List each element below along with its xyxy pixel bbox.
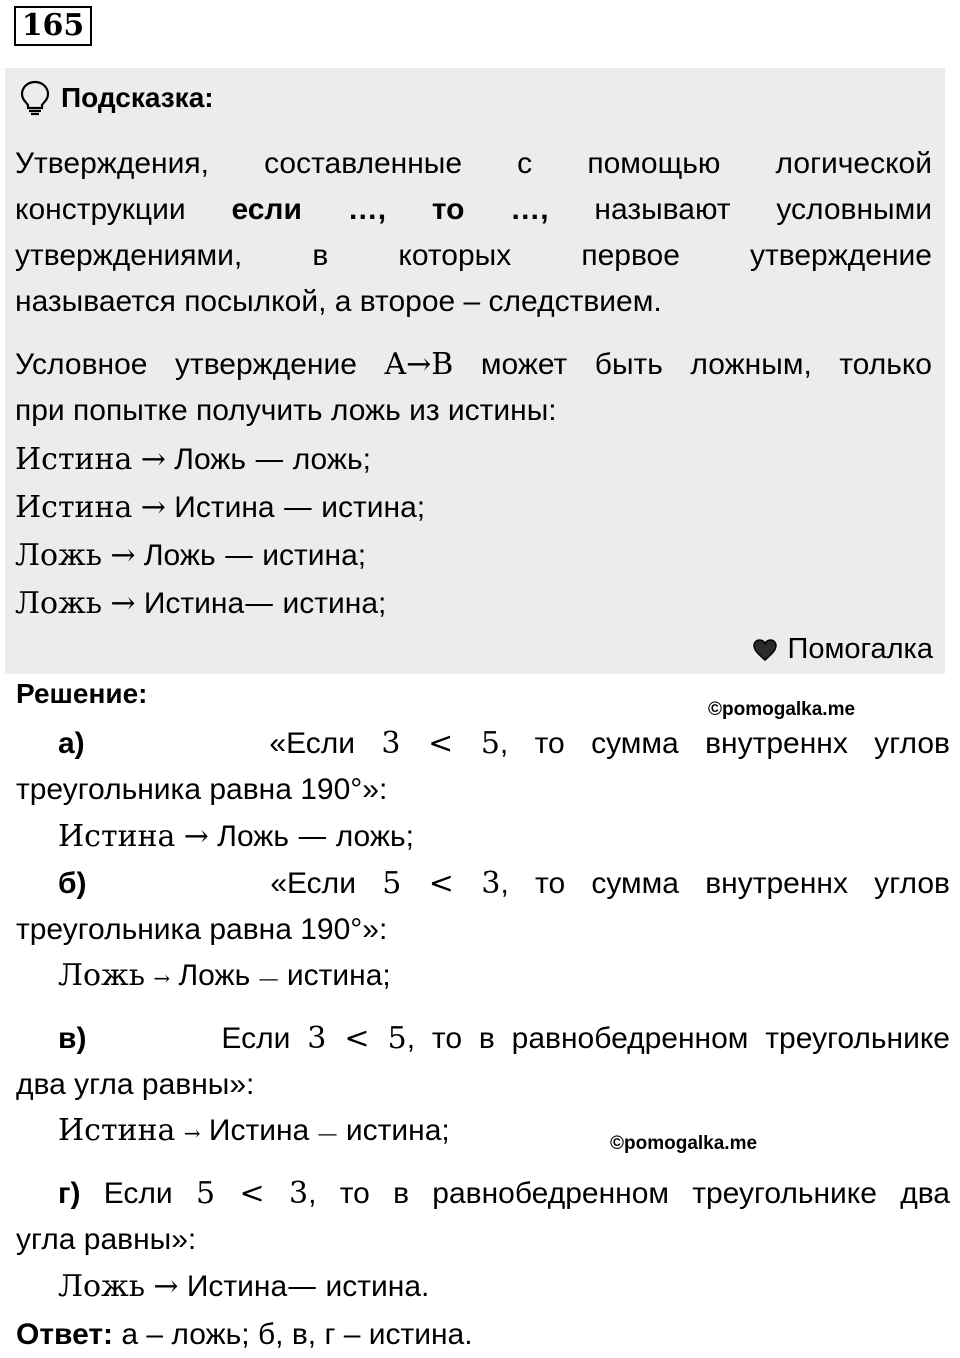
answer-label: Ответ:	[16, 1318, 114, 1351]
math-inequality: 3 < 5	[381, 726, 500, 761]
watermark: ©pomogalka.me	[610, 1133, 758, 1154]
hint-p2-line-2: при попытке получить ложь из истины:	[15, 394, 557, 427]
implication-formula: A→B	[384, 347, 454, 382]
heart-icon	[752, 638, 778, 662]
hint-p1-line-4: называется посылкой, а второе – следствием.	[15, 285, 662, 318]
hint-p2-line-1: Условное утверждение A→B может быть ложным, только	[15, 347, 932, 382]
answer-line	[16, 1312, 473, 1358]
item-label: г)	[58, 1177, 81, 1210]
solution-title: Решение:	[16, 678, 148, 709]
result-line: Ложь → Истина— истина.	[58, 1269, 430, 1304]
rule-row: Истина → Ложь — ложь;	[15, 442, 371, 477]
item-label: б)	[58, 867, 87, 900]
solution-item-g: г) Если 5 < 3, то в равнобедренном треугольнике два угла равны»:	[16, 1176, 950, 1256]
lightbulb-icon	[19, 80, 51, 116]
rule-row: Ложь → Ложь — истина;	[15, 538, 367, 573]
result-line: Истина → Истина — истина;	[58, 1113, 450, 1148]
item-label: в)	[58, 1022, 87, 1055]
solution-item-a: а) «Если 3 < 5, то сумма внутреннх углов треугольника равна 190°»:	[16, 726, 950, 806]
hint-title: Подсказка:	[61, 82, 214, 113]
rule-row: Истина → Истина — истина;	[15, 490, 426, 525]
hint-header	[19, 80, 214, 116]
hint-p1-line-2: конструкции если …, то …, называют условными	[15, 193, 932, 226]
solution-item-v: в) Если 3 < 5, то в равнобедренном треугольнике два угла равны»:	[16, 1021, 950, 1101]
math-inequality: 5 < 3	[195, 1176, 309, 1211]
math-inequality: 5 < 3	[382, 866, 501, 901]
hint-p1-line-1: Утверждения, составленные с помощью логической	[15, 147, 932, 180]
if-then-construct: если …, то …,	[231, 193, 549, 226]
hint-box	[5, 68, 945, 674]
answer-text: а – ложь; б, в, г – истина.	[113, 1318, 473, 1351]
solution-item-b: б) «Если 5 < 3, то сумма внутреннх углов треугольника равна 190°»:	[16, 866, 950, 946]
hint-p1-line-3: утверждениями, в которых первое утверждение	[15, 239, 932, 272]
result-line: Ложь → Ложь — истина;	[58, 958, 391, 993]
math-inequality: 3 < 5	[307, 1021, 407, 1056]
brand-name: Помогалка	[787, 633, 933, 665]
result-line: Истина → Ложь — ложь;	[58, 819, 414, 854]
task-number: 165	[14, 6, 92, 46]
hint-paragraph-2	[15, 342, 932, 434]
watermark: ©pomogalka.me	[708, 699, 856, 720]
item-label: а)	[58, 727, 85, 760]
rule-row: Ложь → Истина— истина;	[15, 586, 387, 621]
hint-paragraph-1	[15, 141, 932, 325]
brand-label	[752, 633, 933, 666]
